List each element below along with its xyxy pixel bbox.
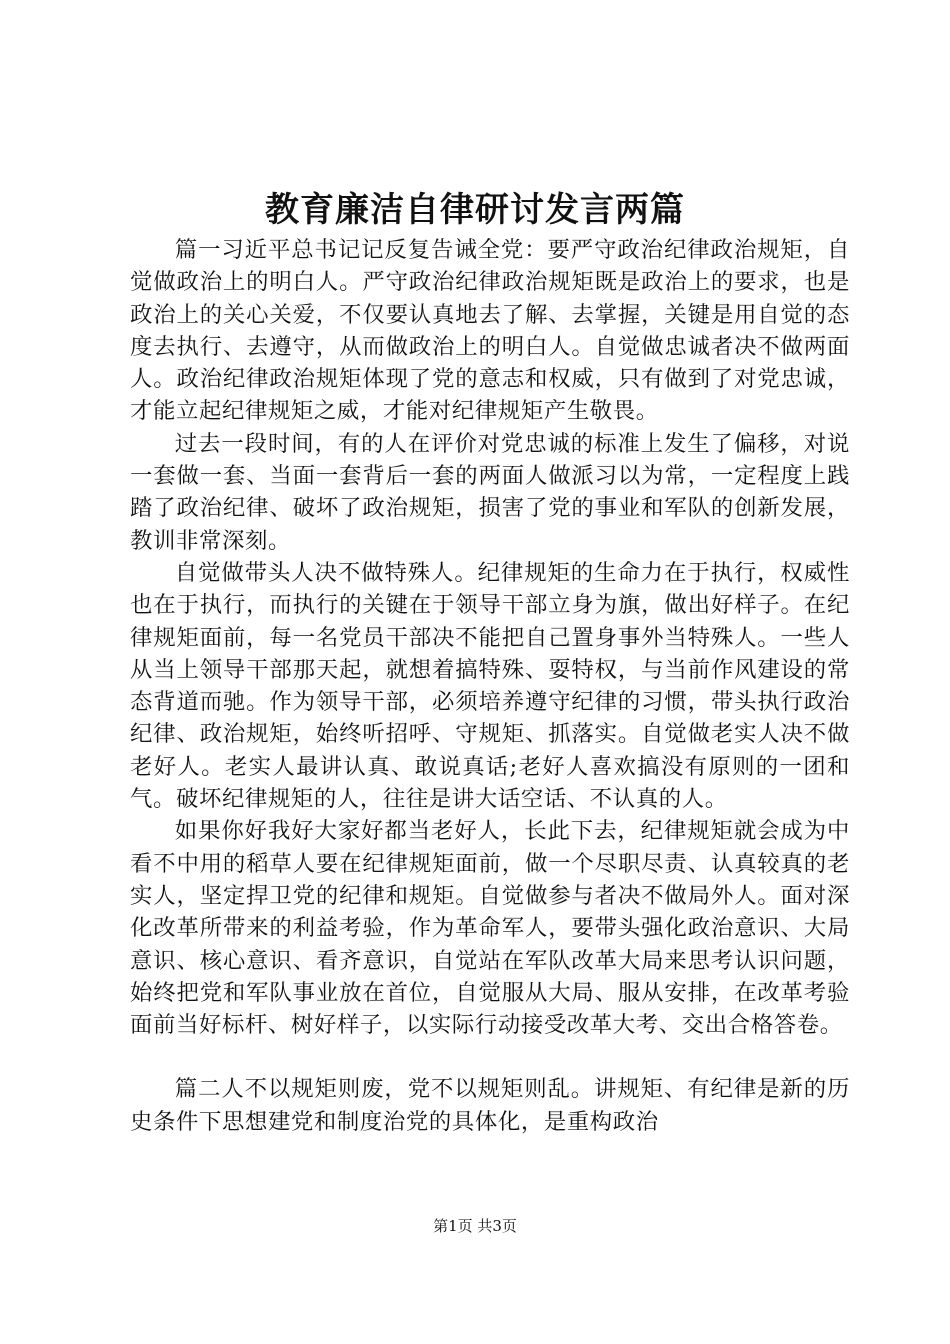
document-body	[130, 234, 850, 1138]
page-footer: 第1页 共3页	[433, 1217, 517, 1235]
paragraph-1: 篇一习近平总书记记反复告诫全党：要严守政治纪律政治规矩，自觉做政治上的明白人。严守政治纪律政治规矩既是政治上的要求，也是政治上的关心关爱，不仅要认真地去了解、去掌握，关键是用自觉的态度去执行、去遵守，从而做政治上的明白人。自觉做忠诚者决不做两面人。政治纪律政治规矩体现了党的意志和权威，只有做到了对党忠诚，才能立起纪律规矩之威，才能对纪律规矩产生敬畏。	[130, 237, 850, 425]
paragraph-2: 过去一段时间，有的人在评价对党忠诚的标准上发生了偏移，对说一套做一套、当面一套背后一套的两面人做派习以为常，一定程度上践踏了政治纪律、破坏了政治规矩，损害了党的事业和军队的创新发展，教训非常深刻。	[130, 430, 850, 554]
paragraph-5: 篇二人不以规矩则废，党不以规矩则乱。讲规矩、有纪律是新的历史条件下思想建党和制度治党的具体化，是重构政治	[130, 1076, 850, 1135]
paragraph-3: 自觉做带头人决不做特殊人。纪律规矩的生命力在于执行，权威性也在于执行，而执行的关键在于领导干部立身为旗，做出好样子。在纪律规矩面前，每一名党员干部决不能把自己置身事外当特殊人。一些人从当上领导干部那天起，就想着搞特殊、耍特权，与当前作风建设的常态背道而驰。作为领导干部，必须培养遵守纪律的习惯，带头执行政治纪律、政治规矩，始终听招呼、守规矩、抓落实。自觉做老实人决不做老好人。老实人最讲认真、敢说真话;老好人喜欢搞没有原则的一团和气。破坏纪律规矩的人，往往是讲大话空话、不认真的人。	[130, 559, 850, 813]
paragraph-4: 如果你好我好大家好都当老好人，长此下去，纪律规矩就会成为中看不中用的稻草人要在纪律规矩面前，做一个尽职尽责、认真较真的老实人，坚定捍卫党的纪律和规矩。自觉做参与者决不做局外人。面对深化改革所带来的利益考验，作为革命军人，要带头强化政治意识、大局意识、核心意识、看齐意识，自觉站在军队改革大局来思考认识问题，始终把党和军队事业放在首位，自觉服从大局、服从安排，在改革考验面前当好标杆、树好样子，以实际行动接受改革大考、交出合格答卷。	[130, 818, 850, 1039]
document-title: 教育廉洁自律研讨发言两篇	[265, 190, 685, 230]
